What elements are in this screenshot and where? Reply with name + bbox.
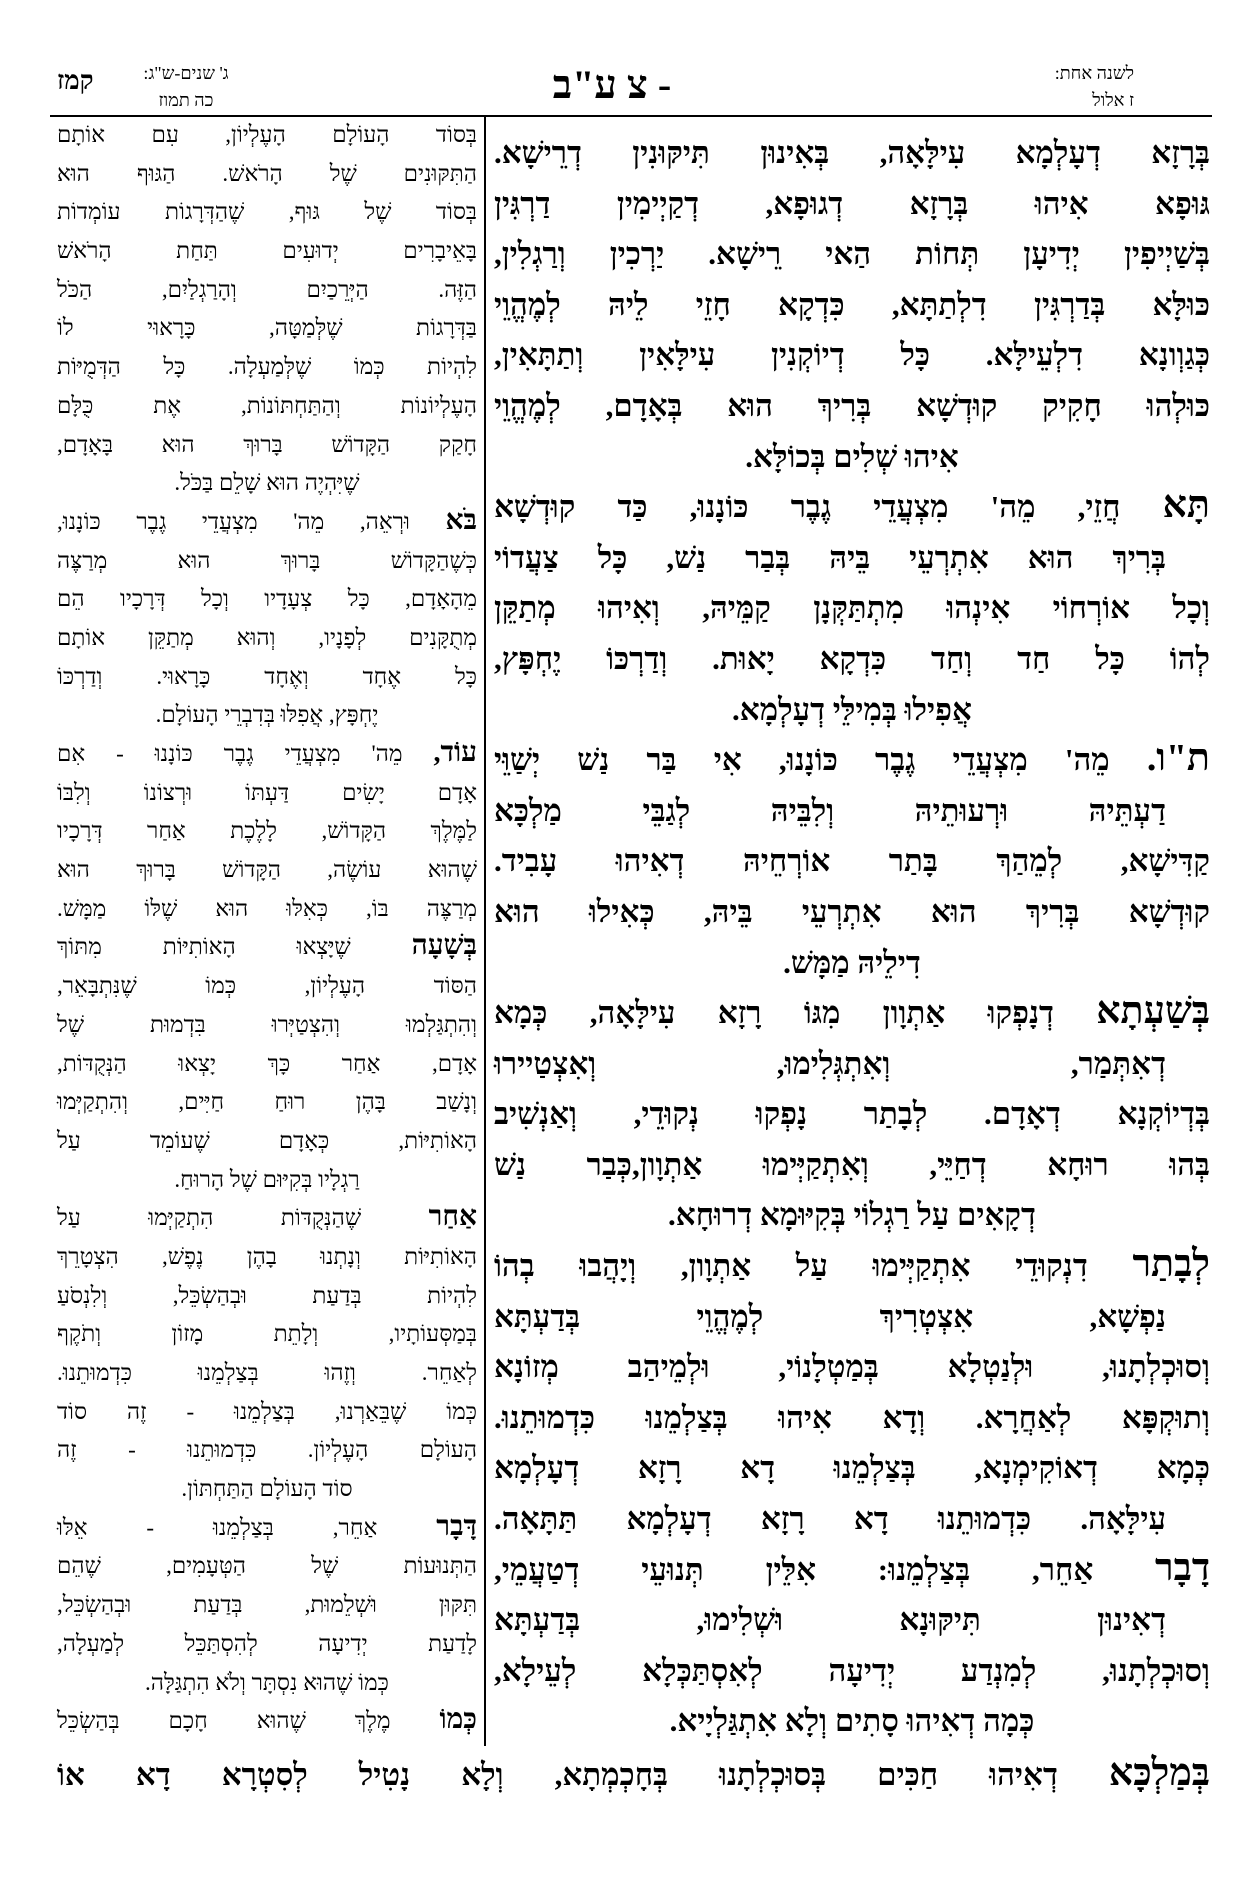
zohar-line: כְּמָה דְאִיהוּ סָתִים וְלָא אִתְגַּלְיָיא.: [669, 1703, 1035, 1739]
translation-line: מְתֻקָּנִים לְפָנָיו, וְהוּא מְתַקֵּן אוֹתָם: [57, 624, 477, 650]
translation-line: הָעוֹלָם הָעֶלְיוֹן. כִּדְמוּתֵנוּ - זֶה: [57, 1437, 477, 1463]
line-text: מֵה' מִצְעֲדֵי גֶבֶר כּוֹנָנוּ, אִי בַּר נַשׁ יְשַׁוֵּי: [494, 742, 1110, 778]
line-text: דְאִיהוּ חַכִּים בְּסוּכְלְתָנוּ בְּחָכְמְתָא, וְלָא נָטִיל לְסִטְרָא דָא אוֹ: [57, 1757, 1058, 1792]
lead-word: תָּא: [1162, 484, 1210, 527]
zohar-line: דְקָאִים עַל רַגְלוֹי בְּקִיּוּמָא דְרוּחָא.: [668, 1197, 1036, 1233]
translation-line: הַתִּקּוּנִים שֶׁל הָרֹאשׁ. הַגּוּף הוּא: [57, 160, 477, 186]
lead-word: בְּשַׁעְתָא: [1096, 990, 1211, 1033]
lead-word: דָבָר: [1155, 1546, 1210, 1589]
zohar-line: לְהוֹ כָּל חַד וְחַד כִּדְקָא יָאוּת. וְדַרְכּוֹ יֶחְפָּץ,: [494, 640, 1210, 676]
zohar-line: נַפְשָׁא, אִצְטְרִיךְ לְמֶהֱוֵי בְּדַעְתָּא: [494, 1298, 1166, 1334]
line-text: אַחֵר, בְּצַלְמֵנוּ: אִלֵּין תְּנוּעֵי דְטַעֲמֵי,: [494, 1551, 1094, 1587]
line-text: דִנְקוּדֵי אִתְקַיְּימוּ עַל אַתְוָון, וְיָהֲבוּ בְהוֹ: [494, 1248, 1088, 1284]
translation-line: בְּסוֹד הָעוֹלָם הָעֶלְיוֹן, עִם אוֹתָם: [57, 122, 477, 147]
three-year-schedule-date: כה תמוז: [158, 90, 214, 110]
zohar-line: אֲפִילוּ בְּמִילֵּי דְעָלְמָא.: [732, 691, 972, 727]
zohar-line: וְתוּקְפָּא לְאַחֲרָא. וְדָא אִיהוּ בְּצַלְמֵנוּ כִּדְמוּתֵנוּ.: [494, 1399, 1210, 1435]
translation-line: סוֹד הָעוֹלָם הַתַּחְתּוֹן.: [181, 1476, 353, 1502]
line-text: מֵה' מִצְעֲדֵי גֶבֶר כּוֹנָנוּ - אִם: [57, 741, 403, 766]
zohar-line: [494, 1241, 1210, 1292]
translation-line: [57, 928, 477, 967]
translation-line: הָעֶלְיוֹנוֹת וְהַתַּחְתּוֹנוֹת, אֶת כֻּלָּם: [57, 392, 477, 418]
line-text: וּרְאֵה, מֵה' מִצְעֲדֵי גֶבֶר כּוֹנָנוּ,: [57, 508, 410, 534]
zohar-line: דִילֵיהּ מַמָּשׁ.: [783, 944, 921, 980]
zohar-line: בְּדְיוֹקְנָא דְאָדָם. לְבָתַר נָפְקוּ נְקוּדֵי, וְאַנְשִׁיב: [494, 1096, 1210, 1132]
lead-word: עוֹד,: [433, 737, 478, 768]
translation-line: לַמֶּלֶךְ הַקָּדוֹשׁ, לָלֶכֶת אַחַר דְּרָכָיו: [57, 818, 477, 844]
lead-word: כְּמוֹ: [439, 1704, 477, 1736]
translation-line: בְּמַסְּעוֹתָיו, וְלָתֵת מָזוֹן וְתֹקֶף: [57, 1321, 477, 1347]
translation-line: וְנָשַׁב בָּהֶן רוּחַ חַיִּים, וְהִתְקַיְּמוּ: [57, 1089, 477, 1115]
translation-line: אָדָם יָשִׂים דַּעְתּוֹ וּרְצוֹנוֹ וְלִבּוֹ: [57, 779, 477, 805]
zohar-line: בְּרָזָא דְעָלְמָא עִילָּאָה, בְּאִינוּן תִּיקּוּנִין דְרֵישָׁא.: [494, 135, 1210, 170]
translation-line: לִהְיוֹת בְּדַעַת וּבְהַשְׂכֵּל, וְלִנְסֹעַ: [57, 1282, 477, 1308]
zohar-line: וְסוּכְלְתָנוּ, לְמִנְדַע יְדִיעָה לְאִסְתַּכְּלָא לְעֵילָא,: [494, 1652, 1210, 1688]
translation-line: אָדָם, אַחַר כָּךְ יָצְאוּ הַנְּקֻדּוֹת,: [57, 1050, 477, 1076]
lead-word: בֹּא: [445, 504, 477, 536]
translation-line: כְּמוֹ שֶׁבֵּאַרְנוּ, בְּצַלְמֵנוּ - זֶה סוֹד: [57, 1398, 477, 1424]
translation-line: חָקַק הַקָּדוֹשׁ בָּרוּךְ הוּא בָּאָדָם,: [57, 431, 477, 457]
translation-line: תִּקּוּן וּשְׁלֵמוּת, בְּדַעַת וּבְהַשְׂכֵּל,: [57, 1592, 477, 1618]
line-text: אַחֵר, בְּצַלְמֵנוּ - אֵלּוּ: [57, 1514, 378, 1540]
zohar-line: כּוּלְהוּ חָקִיק קוּדְשָׁא בְּרִיךְ הוּא בְּאָדָם, לְמֶהֱוֵי: [494, 387, 1210, 423]
translation-column: [57, 116, 477, 1741]
translation-line: כָּל אֶחָד וְאֶחָד כָּרָאוּי. וְדַרְכּוֹ: [57, 663, 477, 689]
zohar-line: דַעְתֵּיהּ וּרְעוּתֵיהּ וְלִבֵּיהּ לְגַבֵּי מַלְכָּא: [494, 792, 1166, 828]
translation-line: לְאַחֵר. וְזֶהוּ בְּצַלְמֵנוּ כִּדְמוּתֵנוּ.: [57, 1360, 477, 1385]
zohar-line: [494, 988, 1210, 1039]
zohar-line: גּוּפָא אִיהוּ בְּרָזָא דְגוּפָא, דְקַיְימִין דַרְגִּין: [494, 185, 1210, 221]
one-year-schedule: [1030, 60, 1134, 114]
zohar-line: בְּרִיךְ הוּא אִתְרְעֵי בֵּיהּ בְּבַר נַשׁ, כָּל צַעֲדוֹי: [494, 539, 1166, 575]
zohar-line: בְּשַׁיְיפִין יְדִיעָן תְּחוֹת הַאי רֵישָׁא. יַרְכִין וְרַגְלִין,: [494, 236, 1210, 272]
translation-line: [57, 503, 477, 542]
translation-line: וְהִתְגַּלְמוּ וְהִצְטַיְּרוּ בִּדְמוּת שֶׁל: [57, 1011, 477, 1037]
lead-word: לְבָתַר: [1132, 1243, 1210, 1286]
zohar-line: דְאִתְּמַר, וְאִתְגְּלִימוּ, וְאִצְטַיירוּ: [494, 1045, 1166, 1081]
line-text: שֶׁיָּצְאוּ הָאוֹתִיּוֹת מִתּוֹךְ: [57, 934, 351, 960]
line-text: מֶלֶךְ שֶׁהוּא חָכָם בְּהַשְׂכֵּל: [57, 1708, 391, 1734]
zohar-line: כּוּלָּא בְּדַרְגִּין דִלְתַתָּא, כִּדְקָא חָזֵי לֵיהּ לְמֶהֱוֵי: [494, 286, 1210, 322]
translation-line: כְּמוֹ שֶׁהוּא נִסְתָּר וְלֹא הִתְגַּלָּה.: [145, 1669, 389, 1695]
translation-line: הַתְּנוּעוֹת שֶׁל הַטְּעָמִים, שֶׁהֵם: [57, 1553, 477, 1579]
line-text: דְנָפְקוּ אַתְוָון מִגּוֹ רָזָא עִילָּאָה, כְּמָא: [494, 995, 1054, 1031]
zohar-line: וְסוּכְלְתָנוּ, וּלְנַטְלָא בְּמַטְלָנוֹי, וּלְמֵיהַב מְזוֹנָא: [494, 1349, 1210, 1385]
translation-line: מְרַצֶּה בּוֹ, כְּאִלּוּ הוּא שֶׁלּוֹ מַמָּשׁ.: [57, 895, 477, 921]
translation-line: לָדַעַת יְדִיעָה לְהִסְתַּכֵּל לְמַעְלָה,: [57, 1630, 477, 1656]
lead-word: ת"ו.: [1146, 737, 1210, 780]
folio-reference: - צ ע"ב: [552, 62, 672, 107]
zohar-line: [494, 1545, 1210, 1596]
translation-line: רַגְלָיו בְּקִיּוּם שֶׁל הָרוּחַ.: [174, 1166, 360, 1192]
zohar-line: אִיהוּ שְׁלִים בְּכוֹלָּא.: [745, 438, 959, 474]
zohar-line: עִילָּאָה. כִּדְמוּתֵנוּ דָא רָזָא דְעָלְמָא תַּתָּאָה.: [494, 1501, 1166, 1537]
translation-line: יֶחְפָּץ, אֲפִלּוּ בְּדִבְרֵי הָעוֹלָם.: [155, 702, 379, 728]
zohar-line: קַדִּישָׁא, לְמֵהַךְ בָּתַר אוֹרְחֵיהּ דְאִיהוּ עָבִיד.: [494, 843, 1210, 879]
zohar-line: כְּמָא דְאוֹקִימְנָא, בְּצַלְמֵנוּ דָא רָזָא דְעָלְמָא: [494, 1450, 1210, 1486]
zohar-line: דְאִינוּן תִּיקּוּנָא וּשְׁלִימוּ, בְּדַעְתָּא: [494, 1602, 1166, 1638]
three-year-schedule: [128, 60, 244, 114]
zohar-line: כְּגַוְונָא דִלְעֵילָּא. כָּל דְיוֹקְנִין עִילָּאִין וְתַתָּאִין,: [494, 337, 1210, 373]
zohar-text-column: [494, 128, 1210, 1747]
line-text: חֲזֵי, מֵה' מִצְעֲדֵי גֶבֶר כּוֹנָנוּ, כַּד קוּדְשָׁא: [494, 489, 1121, 525]
translation-line: בַּדְּרָגוֹת שֶׁלְּמַטָּה, כָּרָאוּי לוֹ: [57, 315, 477, 341]
zohar-line: [494, 735, 1210, 786]
translation-line: הָאוֹתִיּוֹת, כְּאָדָם שֶׁעוֹמֵד עַל: [57, 1127, 477, 1153]
translation-line: [57, 1702, 477, 1741]
translation-line: [57, 735, 477, 774]
translation-line: כְּשֶׁהַקָּדוֹשׁ בָּרוּךְ הוּא מְרַצֶּה: [57, 547, 477, 573]
translation-line: הָאוֹתִיּוֹת וְנָתְנוּ בָהֶן נֶפֶשׁ, הִצְטָרֵךְ: [57, 1243, 477, 1269]
translation-line: לִהְיוֹת כְּמוֹ שֶׁלְּמַעְלָה. כָּל הַדְּמֻיּוֹת: [57, 354, 477, 380]
page-number: קמז: [57, 66, 94, 95]
lead-word: בְּמַלְכָּא: [1108, 1752, 1211, 1794]
one-year-schedule-label: לשנה אחת:: [1054, 63, 1134, 83]
translation-line: בָּאֵיבָרִים יְדוּעִים תַּחַת הָרֹאשׁ: [57, 238, 477, 264]
translation-line: מֵהָאָדָם, כָּל צְעָדָיו וְכָל דְּרָכָיו הֵם: [57, 586, 477, 612]
translation-line: הַסּוֹד הָעֶלְיוֹן, כְּמוֹ שֶׁנִּתְבָּאֵר,: [57, 973, 477, 999]
translation-line: [57, 1199, 477, 1238]
line-text: שֶׁהַנְּקֻדּוֹת הִתְקַיְּמוּ עַל: [57, 1205, 362, 1231]
zohar-line: וְכָל אוֹרְחוֹי אִינְהוּ מִתְתַּקְּנָן קַמֵּיהּ, וְאִיהוּ מְתַקֵּן: [494, 590, 1210, 626]
zohar-line: בְּהוּ רוּחָא דְחַיֵּי, וְאִתְקַיְּימוּ אַתְוָון,כְּבַר נַשׁ: [494, 1146, 1210, 1182]
translation-line: שֶׁהוּא עוֹשֶׂה, הַקָּדוֹשׁ בָּרוּךְ הוּא: [57, 857, 477, 883]
continuation-line: [57, 1750, 1210, 1800]
translation-line: שֶׁיִּהְיֶה הוּא שָׁלֵם בַּכֹּל.: [174, 470, 360, 496]
zohar-line: קוּדְשָׁא בְּרִיךְ הוּא אִתְרְעֵי בֵּיהּ, כְּאִילוּ הוּא: [494, 893, 1210, 929]
translation-line: [57, 1509, 477, 1548]
three-year-schedule-label: ג' שנים-ש"ג:: [143, 63, 229, 83]
one-year-schedule-date: ז אלול: [1092, 90, 1134, 110]
lead-word: אַחַר: [428, 1201, 477, 1233]
lead-word: דָּבָר: [436, 1510, 477, 1542]
translation-line: הַזֶּה. הַיְּרֵכַיִם וְהָרַגְלַיִם, הַכֹּל: [57, 276, 477, 302]
zohar-line: [494, 482, 1210, 533]
lead-word: בְּשָׁעָה: [411, 930, 478, 962]
translation-line: בְּסוֹד שֶׁל גּוּף, שֶׁהַדְּרָגוֹת עוֹמְדוֹת: [57, 199, 477, 225]
column-divider: [484, 116, 486, 1746]
